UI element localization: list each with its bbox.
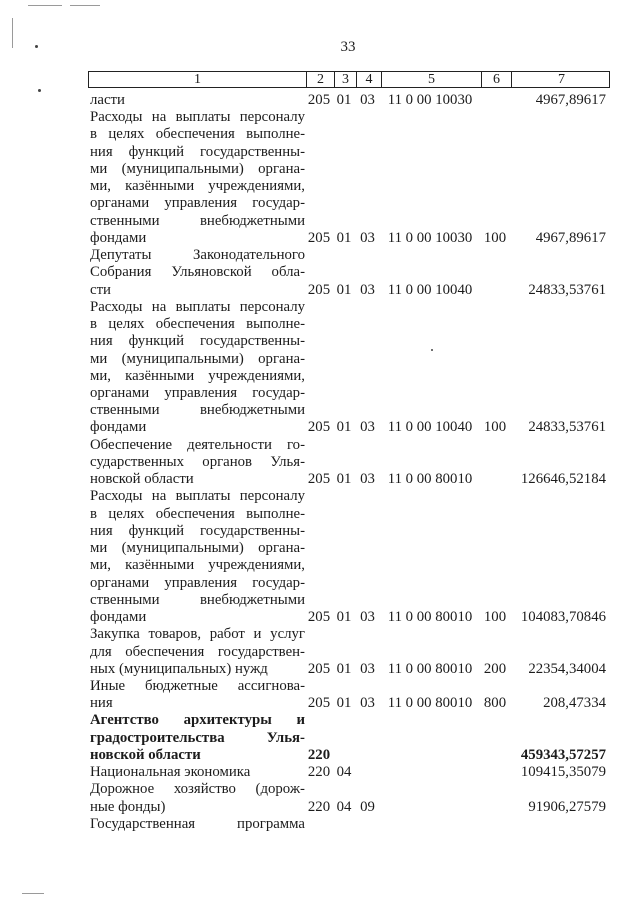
item-name-line: Расходы на выплаты персоналу xyxy=(90,298,305,315)
department-code-cell: 220 xyxy=(307,764,331,781)
subsection-code-cell xyxy=(355,816,380,833)
item-name-line: ственными внебюджетными xyxy=(90,402,305,419)
item-name-line: градостроительства Улья- xyxy=(90,729,305,746)
section-code-cell: 01 xyxy=(336,695,352,712)
subsection-code-cell: 03 xyxy=(360,695,375,712)
item-name-line: ния функций государственны- xyxy=(90,333,305,350)
table-row xyxy=(88,678,610,712)
target-article-cell: 11 0 00 10040 xyxy=(387,281,473,298)
item-name-line: Государственная программа xyxy=(90,815,305,832)
item-name-line: ния функций государственны- xyxy=(90,522,305,539)
table-row xyxy=(88,626,610,678)
subsection-code-cell: 03 xyxy=(360,92,375,108)
item-name-cell xyxy=(88,712,305,764)
table-row xyxy=(88,488,610,626)
table-row xyxy=(88,781,610,815)
section-code-cell: 01 xyxy=(336,471,352,488)
subsection-code-cell: 03 xyxy=(360,471,375,488)
expense-type-cell xyxy=(480,282,510,299)
item-name-line: ственными внебюджетными xyxy=(90,212,305,229)
department-code-cell: 205 xyxy=(307,471,331,488)
subsection-code-cell: 03 xyxy=(360,229,375,246)
item-name-line: фондами xyxy=(90,419,147,436)
subsection-code-cell: 03 xyxy=(360,281,375,298)
item-name-line: фондами xyxy=(90,229,147,246)
item-name-line: в целях обеспечения выполне- xyxy=(90,126,305,143)
target-article-cell xyxy=(380,747,480,764)
expense-type-cell xyxy=(480,747,510,764)
department-code-cell: 220 xyxy=(307,746,331,763)
section-code-cell: 04 xyxy=(336,764,352,781)
header-cell-section-code: 3 xyxy=(334,72,356,87)
amount-cell: 459343,57257 xyxy=(520,746,606,763)
item-name-line: в целях обеспечения выполне- xyxy=(90,505,305,522)
amount-cell: 126646,52184 xyxy=(520,471,606,488)
target-article-cell: 11 0 00 80010 xyxy=(387,695,473,712)
header-cell-expense-type: 6 xyxy=(481,72,511,87)
section-code-cell xyxy=(333,747,355,764)
item-name-line: ми (муниципальными) органа- xyxy=(90,350,305,367)
item-name-line: органами управления государ- xyxy=(90,195,305,212)
item-name-line: для обеспечения государствен- xyxy=(90,643,305,660)
item-name-line: Депутаты Законодательного xyxy=(90,247,305,264)
item-name-line: Закупка товаров, работ и услуг xyxy=(90,626,305,643)
subsection-code-cell: 03 xyxy=(360,419,375,436)
department-code-cell: 205 xyxy=(307,92,331,108)
department-code-cell: 205 xyxy=(307,609,331,626)
item-name-line: ных (муниципальных) нужд xyxy=(90,660,268,677)
expense-type-cell xyxy=(480,471,510,488)
item-name-cell xyxy=(88,109,305,247)
item-name-line: сти xyxy=(90,281,111,298)
item-name-line: ми (муниципальными) органа- xyxy=(90,540,305,557)
item-name-line: Агентство архитектуры и xyxy=(90,712,305,729)
subsection-code-cell: 03 xyxy=(360,660,375,677)
section-code-cell: 01 xyxy=(336,660,352,677)
item-name-line: фондами xyxy=(90,609,147,626)
item-name-cell xyxy=(88,781,305,815)
department-code-cell: 205 xyxy=(307,660,331,677)
target-article-cell: 11 0 00 80010 xyxy=(387,609,473,626)
section-code-cell: 01 xyxy=(336,419,352,436)
target-article-cell: 11 0 00 10030 xyxy=(387,92,473,108)
scan-artifact-line xyxy=(22,893,44,894)
table-row xyxy=(88,764,610,781)
item-name-line: ми, казёнными учреждениями, xyxy=(90,367,305,384)
amount-cell: 24833,53761 xyxy=(528,281,606,298)
header-cell-amount: 7 xyxy=(511,72,611,87)
scan-artifact-speck xyxy=(35,45,38,48)
expense-type-cell: 100 xyxy=(483,609,507,626)
table-row xyxy=(88,247,610,299)
item-name-line: ния xyxy=(90,695,113,712)
amount-cell: 4967,89617 xyxy=(535,229,606,246)
item-name-line: в целях обеспечения выполне- xyxy=(90,316,305,333)
item-name-line: Обеспечение деятельности го- xyxy=(90,436,305,453)
item-name-line: органами управления государ- xyxy=(90,384,305,401)
target-article-cell: 11 0 00 10030 xyxy=(387,229,473,246)
item-name-line: новской области xyxy=(90,471,194,488)
department-code-cell: 205 xyxy=(307,419,331,436)
expense-type-cell: 100 xyxy=(483,229,507,246)
subsection-code-cell: 09 xyxy=(360,798,375,815)
target-article-cell: 11 0 00 10040 xyxy=(387,419,473,436)
scan-artifact-line xyxy=(12,18,13,48)
table-header xyxy=(88,71,610,88)
item-name-line: Национальная экономика xyxy=(90,764,251,781)
table-row xyxy=(88,712,610,764)
item-name-line: ми, казёнными учреждениями, xyxy=(90,178,305,195)
subsection-code-cell: 03 xyxy=(360,609,375,626)
page-number: 33 xyxy=(340,39,356,55)
department-code-cell: 205 xyxy=(307,229,331,246)
expense-type-cell: 800 xyxy=(483,695,507,712)
table-body xyxy=(88,92,610,833)
table-row xyxy=(88,109,610,247)
scan-artifact-speck xyxy=(38,89,41,92)
expense-type-cell xyxy=(480,816,510,833)
target-article-cell: 11 0 00 80010 xyxy=(387,660,473,677)
target-article-cell xyxy=(380,764,480,781)
section-code-cell xyxy=(333,816,355,833)
item-name-line: органами управления государ- xyxy=(90,574,305,591)
item-name-line: Расходы на выплаты персоналу xyxy=(90,488,305,505)
amount-cell: 109415,35079 xyxy=(520,764,606,781)
header-cell-target-article: 5 xyxy=(381,72,481,87)
scan-artifact-line xyxy=(70,5,100,6)
table-row xyxy=(88,437,610,489)
department-code-cell xyxy=(305,816,333,833)
expense-type-cell xyxy=(480,92,510,109)
table-row xyxy=(88,92,610,109)
target-article-cell xyxy=(380,816,480,833)
section-code-cell: 04 xyxy=(336,798,352,815)
item-name-line: сударственных органов Улья- xyxy=(90,453,305,470)
department-code-cell: 205 xyxy=(307,281,331,298)
item-name-line: ми (муниципальными) органа- xyxy=(90,160,305,177)
scan-artifact-line xyxy=(28,5,62,6)
item-name-line: ные фонды) xyxy=(90,798,166,815)
section-code-cell: 01 xyxy=(336,92,352,108)
item-name-line: новской области xyxy=(90,746,201,763)
amount-cell: 24833,53761 xyxy=(528,419,606,436)
section-code-cell: 01 xyxy=(336,229,352,246)
amount-cell: 91906,27579 xyxy=(528,798,606,815)
amount-cell xyxy=(510,816,610,833)
department-code-cell: 220 xyxy=(307,798,331,815)
table-row xyxy=(88,299,610,437)
item-name-cell xyxy=(88,626,305,678)
item-name-line: ласти xyxy=(90,92,125,108)
header-cell-department-code: 2 xyxy=(306,72,334,87)
item-name-cell xyxy=(88,816,305,833)
subsection-code-cell xyxy=(355,747,380,764)
item-name-cell xyxy=(88,678,305,712)
expense-type-cell xyxy=(480,764,510,781)
section-code-cell: 01 xyxy=(336,609,352,626)
amount-cell: 104083,70846 xyxy=(520,609,606,626)
target-article-cell: 11 0 00 80010 xyxy=(387,471,473,488)
item-name-cell xyxy=(88,437,305,489)
item-name-line: Иные бюджетные ассигнова- xyxy=(90,677,305,694)
department-code-cell: 205 xyxy=(307,695,331,712)
expense-type-cell: 100 xyxy=(483,419,507,436)
item-name-cell xyxy=(88,92,305,109)
header-cell-subsection-code: 4 xyxy=(356,72,381,87)
amount-cell: 22354,34004 xyxy=(528,660,606,677)
item-name-cell xyxy=(88,247,305,299)
item-name-line: Дорожное хозяйство (дорож- xyxy=(90,781,305,798)
expense-type-cell: 200 xyxy=(483,660,507,677)
item-name-line: Собрания Ульяновской обла- xyxy=(90,264,305,281)
amount-cell: 208,47334 xyxy=(543,695,606,712)
amount-cell: 4967,89617 xyxy=(535,92,606,108)
item-name-line: ния функций государственны- xyxy=(90,143,305,160)
table-row xyxy=(88,816,610,833)
subsection-code-cell xyxy=(355,764,380,781)
expense-type-cell xyxy=(480,799,510,816)
item-name-cell xyxy=(88,299,305,437)
section-code-cell: 01 xyxy=(336,281,352,298)
item-name-cell xyxy=(88,488,305,626)
item-name-line: ственными внебюджетными xyxy=(90,591,305,608)
item-name-cell xyxy=(88,764,305,781)
target-article-cell xyxy=(380,799,480,816)
header-cell-item-name: 1 xyxy=(194,72,201,87)
item-name-line: Расходы на выплаты персоналу xyxy=(90,109,305,126)
item-name-line: ми, казёнными учреждениями, xyxy=(90,557,305,574)
